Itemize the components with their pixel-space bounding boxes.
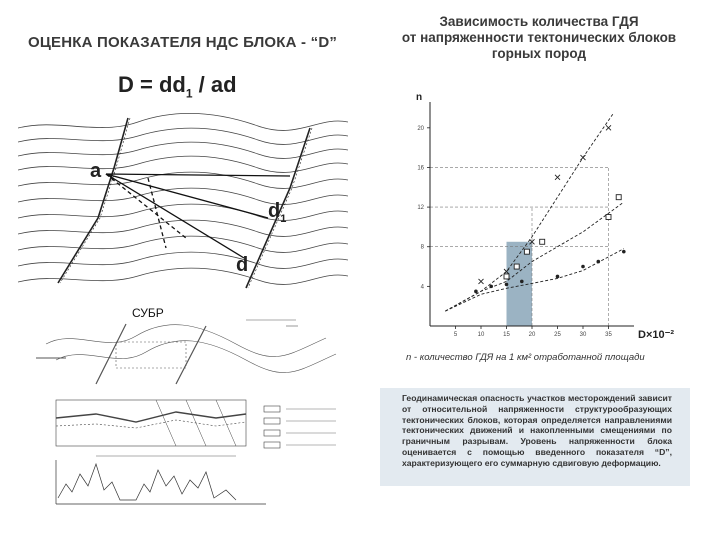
x-tick-label: 35 (605, 332, 612, 338)
x-marker (606, 125, 611, 130)
x-axis-label: D×10⁻² (638, 329, 675, 341)
explanation-note: Геодинамическая опасность участков месторождений зависит от относительной напряженности структурообразующих тектонических блоков, которая определяется направлениями тектонических движений и накопленными смещениями по граничным разрывам. Уровень напряженности блока оценивается с помощью введенного показателя “D”, характеризующего его суммарную сдвиговую деформацию. (380, 388, 690, 486)
y-tick-label: 16 (417, 165, 424, 172)
x-tick-label: 5 (453, 332, 458, 338)
d-formula: $D = dd_1$ / ad (118, 72, 237, 101)
dot-marker (505, 283, 509, 287)
x-tick-label: 15 (503, 332, 510, 338)
x-marker (581, 155, 586, 160)
subr-stamp: СУБР (132, 306, 164, 320)
square-marker (514, 264, 519, 269)
point-a-label: a (90, 160, 102, 182)
x-marker (479, 279, 484, 284)
y-tick-label: 20 (417, 125, 424, 132)
dot-marker (474, 290, 478, 294)
dot-marker (581, 265, 585, 269)
square-marker (504, 274, 509, 279)
trend-line (445, 249, 624, 311)
dot-marker (556, 275, 560, 279)
x-tick-label: 25 (554, 332, 561, 338)
trend-line (445, 202, 624, 311)
dot-marker (520, 280, 524, 284)
y-tick-label: 12 (417, 205, 424, 212)
square-marker (540, 239, 545, 244)
fault-block-diagram (18, 108, 348, 298)
x-tick-label: 20 (528, 332, 536, 338)
x-marker (555, 175, 560, 180)
square-marker (616, 195, 621, 200)
square-marker (524, 249, 529, 254)
chart-caption: n - количество ГДЯ на 1 км² отработанной площади (406, 352, 645, 363)
strata-lines (18, 113, 348, 284)
x-tick-label: 10 (477, 332, 485, 338)
y-tick-label: 4 (420, 284, 424, 291)
mine-survey-figure (36, 314, 356, 514)
y-axis-label: n (416, 92, 423, 103)
dot-marker (489, 285, 493, 289)
dot-marker (597, 260, 601, 264)
gdya-chart (394, 88, 690, 350)
dot-marker (622, 250, 626, 254)
square-marker (606, 215, 611, 220)
y-tick-label: 8 (420, 244, 424, 251)
left-slide-title: ОЦЕНКА ПОКАЗАТЕЛЯ НДС БЛОКА - “D” (28, 34, 338, 51)
point-d1-label: $d_1$ (268, 200, 287, 225)
right-slide-title: Зависимость количества ГДЯ от напряженности тектонических блоков горных пород (401, 14, 677, 61)
point-d-label: d (236, 254, 249, 276)
x-tick-label: 30 (579, 332, 587, 338)
